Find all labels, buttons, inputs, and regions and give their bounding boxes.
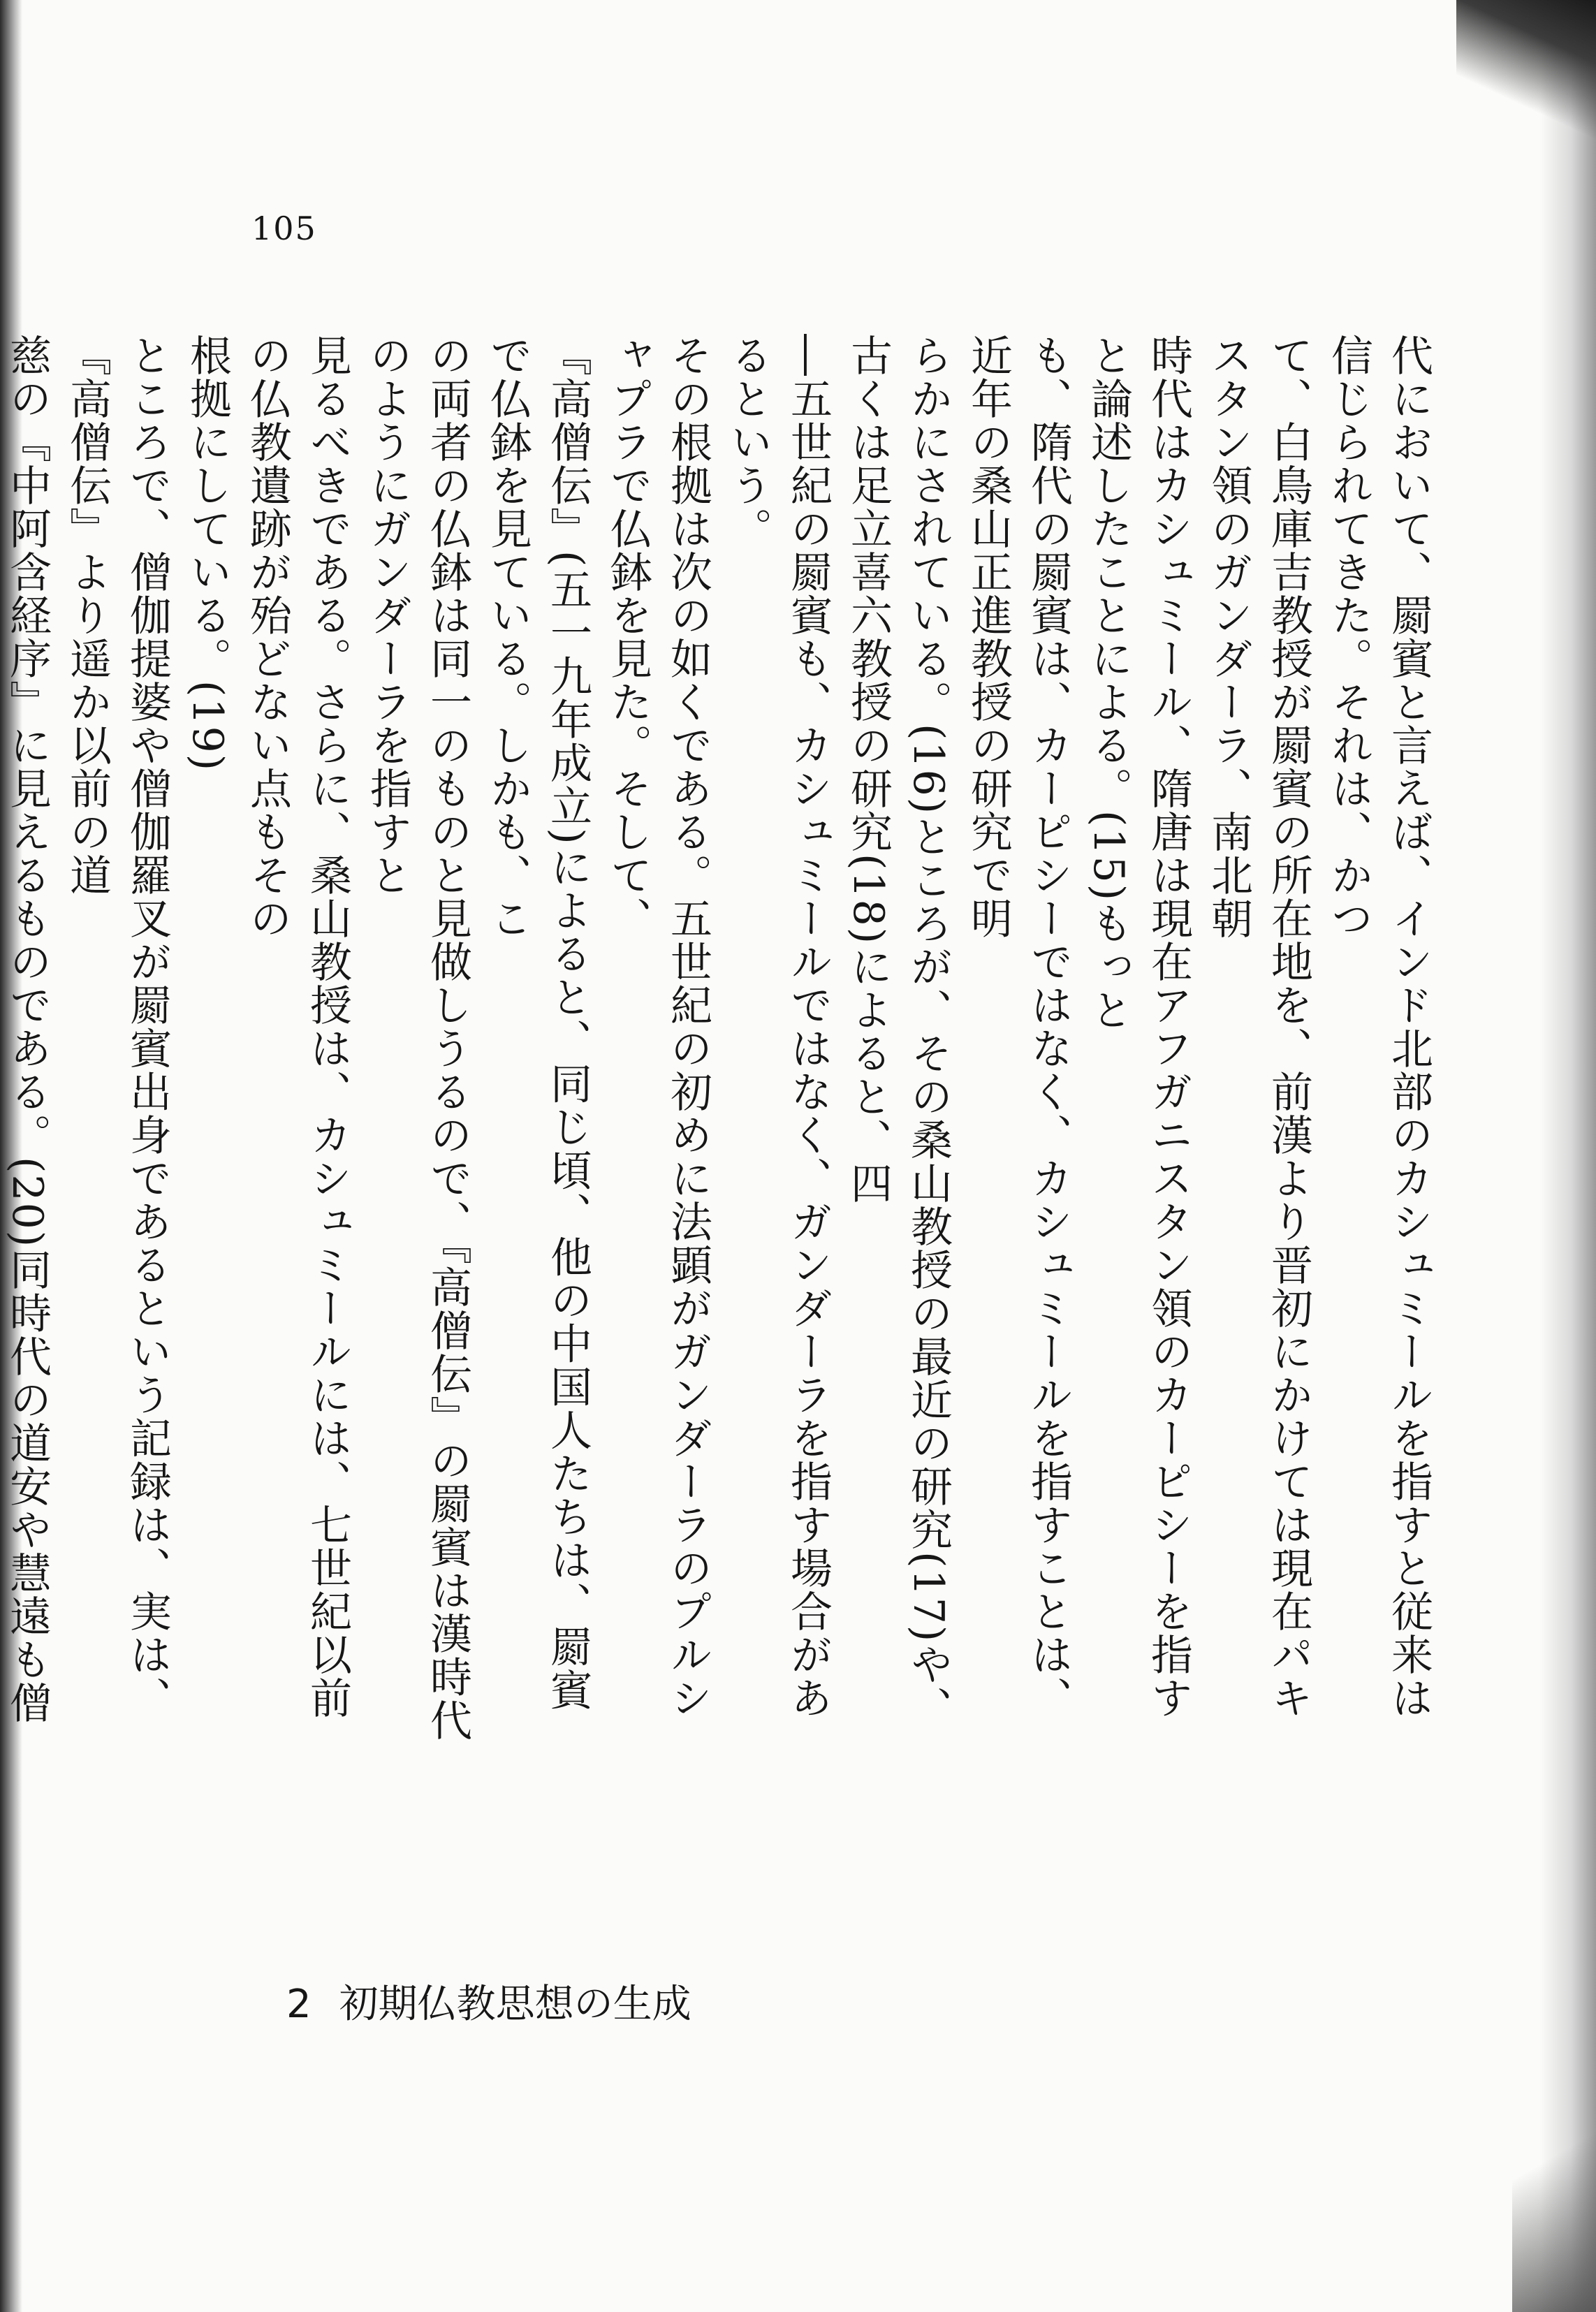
page-edge-shadow-right bbox=[1540, 0, 1596, 2312]
page-number: 105 bbox=[251, 210, 317, 247]
running-footer bbox=[286, 1973, 691, 2029]
footer-chapter-number: 2 bbox=[286, 1982, 312, 2027]
page-corner-shadow-bottom-right bbox=[1512, 2102, 1596, 2312]
vertical-body-text: 代において、罽賓と言えば、インド北部のカシュミールを指すと従来は信じられてきた。それは、かつ て、白鳥庫吉教授が罽賓の所在地を、前漢より晋初にかけては現在パキスタン領のガンダーラ、南北朝 時代はカシュミール、隋唐は現在アフガニスタン領のカーピシーを指すと論述したことによる。(15)もっと も、隋代の罽賓は、カーピシーではなく、カシュミールを指すことは、近年の桑山正進教授の研究で明 らかにされている。(16)ところが、その桑山教授の最近の研究(17)や、古くは足立喜六教授の研究(18)によると、四 ―五世紀の罽賓も、カシュミールではなく、ガンダーラを指す場合があるという。 その根拠は次の如くである。五世紀の初めに法顕がガンダーラのプルシャプラで仏鉢を見た。そして、 『高僧伝』(五一九年成立)によると、同じ頃、他の中国人たちは、罽賓で仏鉢を見ている。しかも、こ の両者の仏鉢は同一のものと見做しうるので、『高僧伝』の罽賓は漢時代のようにガンダーラを指すと 見るべきである。さらに、桑山教授は、カシュミールには、七世紀以前の仏教遺跡が殆どない点もその 根拠にしている。(19) ところで、僧伽提婆や僧伽羅叉が罽賓出身であるという記録は、実は、『高僧伝』より遥か以前の道 慈の『中阿含経序』に見えるものである。(20)同時代の道安や慧遠も僧 bbox=[3, 334, 1433, 1742]
page-corner-shadow-top-right bbox=[1456, 0, 1596, 161]
footer-chapter-title: 初期仏教思想の生成 bbox=[339, 1982, 691, 2027]
